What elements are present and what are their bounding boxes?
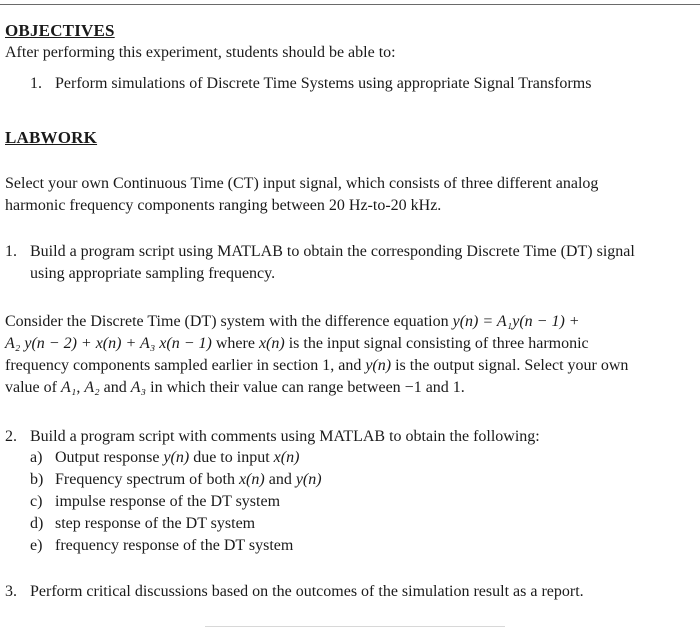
consider-freq: frequency components sampled earlier in section 1, and [5,357,362,374]
consider-output-desc: is the output signal. Select your own [395,357,629,374]
task1-number: 1. [5,243,17,260]
task2-subitem-a [30,447,299,469]
task2-subitem-e [30,535,293,557]
labwork-heading: LABWORK [5,128,98,147]
subitem-text: Output response [55,449,160,466]
subitem-label: a) [30,449,43,466]
input-var: x(n) [273,449,300,466]
and-word: and [103,379,127,396]
subitem-mid: and [268,471,292,488]
subitem-text: step response of the DT system [55,515,256,532]
consider-value-of: value of [5,379,57,396]
comma: , [76,379,81,396]
subitem-label: b) [30,471,44,488]
consider-text: Consider the Discrete Time (DT) system with the difference equation [5,313,449,330]
difference-equation-part1: y(n) = A₁y(n − 1) + [452,313,580,330]
coef-a3: A₃ [130,379,147,396]
task2-text: Build a program script with comments using MATLAB to obtain the following: [30,428,540,445]
objectives-intro: After performing this experiment, students should be able to: [5,44,396,61]
labwork-intro-line1: Select your own Continuous Time (CT) input signal, which consists of three different analog [5,175,599,192]
consider-line1 [5,311,580,333]
consider-where: where [215,335,255,352]
subitem-text: impulse response of the DT system [55,493,281,510]
task2-subitem-d [30,513,255,535]
objective-item: Perform simulations of Discrete Time Systems using appropriate Signal Transforms [55,75,592,92]
output-var: y(n) [295,471,322,488]
difference-equation-part2: A₂ y(n − 2) + x(n) + A₃ x(n − 1) [5,335,212,352]
subitem-label: e) [30,537,43,554]
consider-line4 [5,377,465,399]
bottom-divider [205,626,505,627]
task2-subitem-b [30,469,322,491]
consider-range: in which their value can range between −1 and 1. [150,379,465,396]
input-var: x(n) [238,471,265,488]
consider-line3 [5,355,628,377]
output-var: y(n) [365,357,392,374]
top-divider [0,4,700,5]
subitem-text: frequency response of the DT system [55,537,294,554]
task3-number: 3. [5,583,17,600]
coef-a1: A₁ [60,379,77,396]
objective-number: 1. [30,75,42,92]
task3-text: Perform critical discussions based on the outcomes of the simulation result as a report. [30,583,584,600]
subitem-text: Frequency spectrum of both [55,471,235,488]
coef-a2: A₂ [84,379,100,396]
task1-line1: Build a program script using MATLAB to obtain the corresponding Discrete Time (DT) signal [30,243,635,260]
task2-subitem-c [30,491,280,513]
subitem-label: c) [30,493,43,510]
consider-line2 [5,333,589,355]
task2-number: 2. [5,428,17,445]
subitem-mid: due to input [193,449,270,466]
output-var: y(n) [163,449,190,466]
subitem-label: d) [30,515,44,532]
consider-input-desc: is the input signal consisting of three harmonic [288,335,589,352]
task1-line2: using appropriate sampling frequency. [30,265,276,282]
labwork-intro-line2: harmonic frequency components ranging between 20 Hz-to-20 kHz. [5,197,442,214]
input-var: x(n) [258,335,285,352]
objectives-heading: OBJECTIVES [5,21,115,40]
